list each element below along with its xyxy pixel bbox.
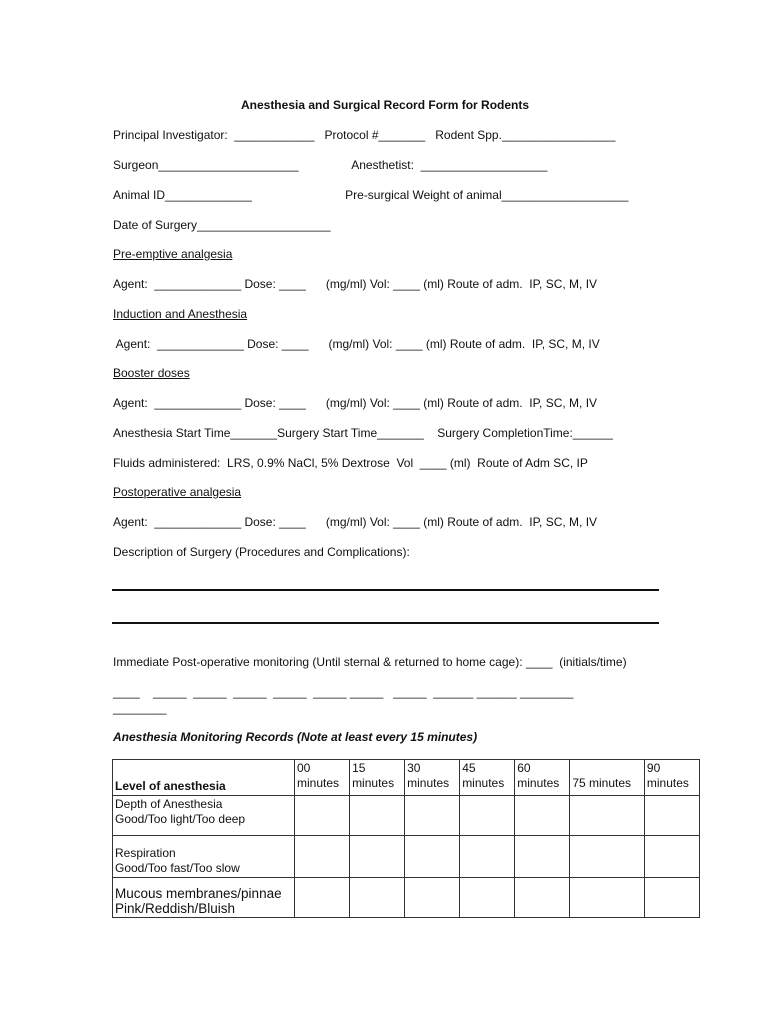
row-label-line1: Respiration [115,846,176,860]
monitoring-records-heading: Anesthesia Monitoring Records (Note at least every 15 minutes) [113,730,478,744]
col-75-unit: 75 minutes [572,776,632,790]
table-cell[interactable] [295,796,350,836]
col-30-header [405,760,460,796]
col-90-unit: minutes [646,776,689,790]
level-of-anesthesia-header: Level of anesthesia [113,760,295,796]
surgery-description-label: Description of Surgery (Procedures and Complications): [113,545,410,559]
col-15-num: 15 [352,761,366,775]
table-cell[interactable] [644,878,699,918]
booster-doses-heading: Booster doses [113,366,190,380]
col-45-unit: minutes [462,776,505,790]
table-cell[interactable] [515,796,570,836]
description-line-1[interactable] [112,589,659,591]
row-label-line2: Good/Too light/Too deep [115,812,246,826]
col-30-num: 30 [407,761,421,775]
postoperative-agent-row[interactable]: Agent: _____________ Dose: ____ (mg/ml) Vol: ____ (ml) Route of adm. IP, SC, M, IV [113,515,598,529]
table-row [113,836,700,878]
col-15-header [350,760,405,796]
fluids-row[interactable]: Fluids administered: LRS, 0.9% NaCl, 5% Dextrose Vol ____ (ml) Route of Adm SC, IP [113,456,588,470]
preemptive-agent-row[interactable]: Agent: _____________ Dose: ____ (mg/ml) Vol: ____ (ml) Route of adm. IP, SC, M, IV [113,277,598,291]
row-label-line1: Depth of Anesthesia [115,797,223,811]
table-cell[interactable] [570,878,645,918]
col-60-header [515,760,570,796]
monitoring-header-row [113,760,700,796]
table-cell[interactable] [460,796,515,836]
investigator-protocol-row[interactable]: Principal Investigator: ____________ Protocol #_______ Rodent Spp._________________ [113,128,616,142]
table-cell[interactable] [350,796,405,836]
col-30-unit: minutes [407,776,450,790]
description-line-2[interactable] [112,622,659,624]
table-cell[interactable] [570,836,645,878]
date-of-surgery-row[interactable]: Date of Surgery____________________ [113,218,331,232]
col-00-header [295,760,350,796]
preemptive-analgesia-heading: Pre-emptive analgesia [113,247,233,261]
table-cell[interactable] [405,836,460,878]
times-row[interactable]: Anesthesia Start Time_______Surgery Start Time_______ Surgery CompletionTime:______ [113,426,613,440]
postop-monitoring-blanks-2[interactable]: ________ [113,701,167,715]
surgeon-anesthetist-row[interactable]: Surgeon_____________________ Anesthetist: ___________________ [113,158,548,172]
row-label-line2: Pink/Reddish/Bluish [115,901,236,916]
form-title: Anesthesia and Surgical Record Form for Rodents [240,98,530,112]
table-cell[interactable] [460,836,515,878]
table-cell[interactable] [644,796,699,836]
postop-monitoring-label: Immediate Post-operative monitoring (Until sternal & returned to home cage): ____ (initials/time) [113,655,627,669]
table-cell[interactable] [350,878,405,918]
col-75-num [572,761,642,776]
col-45-header [460,760,515,796]
induction-agent-row[interactable]: Agent: _____________ Dose: ____ (mg/ml) Vol: ____ (ml) Route of adm. IP, SC, M, IV [113,337,600,351]
depth-of-anesthesia-label [113,796,295,836]
col-60-unit: minutes [517,776,560,790]
postoperative-analgesia-heading: Postoperative analgesia [113,485,242,499]
row-label-line1: Mucous membranes/pinnae [115,886,282,901]
table-row [113,796,700,836]
col-90-header [644,760,699,796]
col-15-unit: minutes [352,776,395,790]
col-00-unit: minutes [297,776,340,790]
table-cell[interactable] [405,796,460,836]
table-cell[interactable] [644,836,699,878]
table-cell[interactable] [515,836,570,878]
monitoring-table [112,759,700,918]
table-cell[interactable] [570,796,645,836]
col-00-num: 00 [297,761,311,775]
induction-anesthesia-heading: Induction and Anesthesia [113,307,248,321]
table-cell[interactable] [295,878,350,918]
row-label-line2: Good/Too fast/Too slow [115,861,240,875]
table-row [113,878,700,918]
table-cell[interactable] [295,836,350,878]
table-cell[interactable] [405,878,460,918]
mucous-membranes-label [113,878,295,918]
table-cell[interactable] [350,836,405,878]
col-45-num: 45 [462,761,476,775]
postop-monitoring-blanks[interactable]: ____ _____ _____ _____ _____ _____ _____ _____ ______ ______ ________ [113,685,574,699]
col-75-header [570,760,645,796]
table-cell[interactable] [515,878,570,918]
animal-id-weight-row[interactable]: Animal ID_____________ Pre-surgical Weight of animal___________________ [113,188,629,202]
col-90-num: 90 [646,761,661,775]
respiration-label [113,836,295,878]
table-cell[interactable] [460,878,515,918]
col-60-num: 60 [517,761,531,775]
booster-agent-row[interactable]: Agent: _____________ Dose: ____ (mg/ml) Vol: ____ (ml) Route of adm. IP, SC, M, IV [113,396,598,410]
